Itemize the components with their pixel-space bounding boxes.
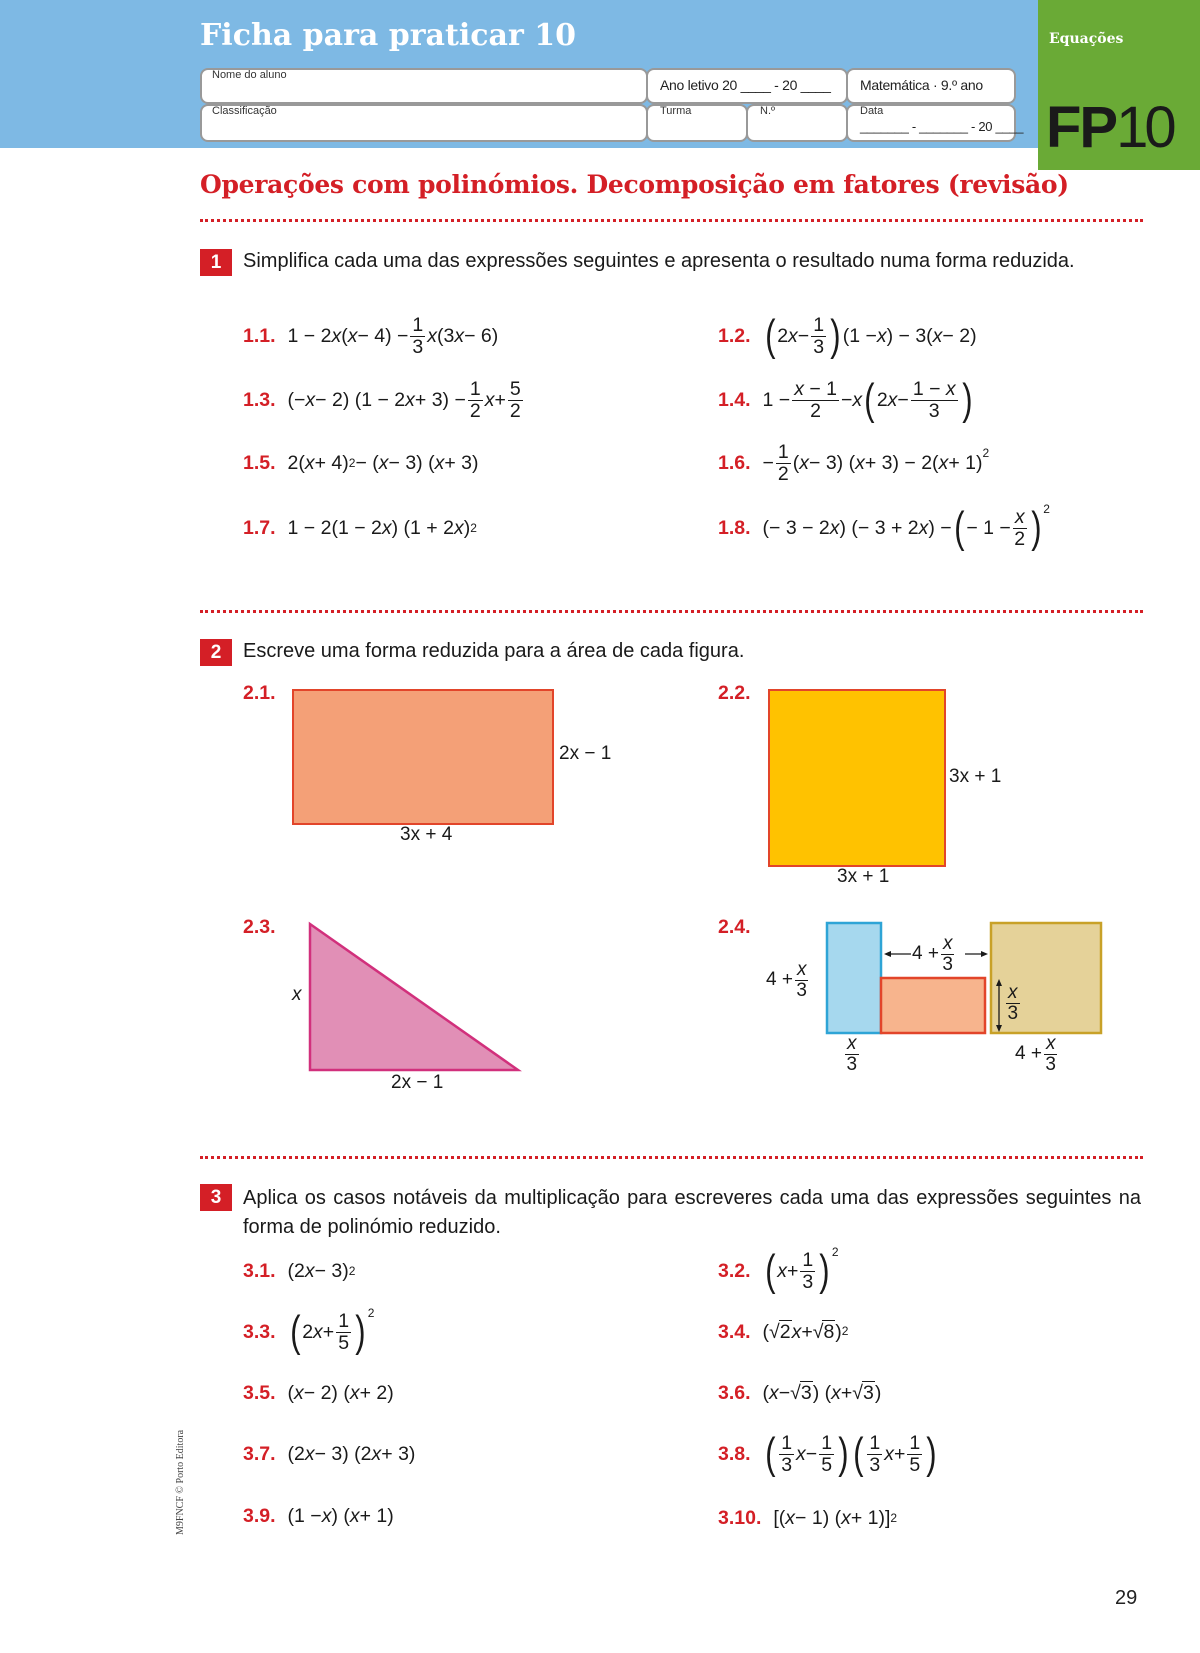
date-field-label: Data: [860, 105, 884, 117]
exercise-1-3: 1.3. (− x − 2) (1 − 2 x + 3) − $\frac{1}{2}$ x + $\frac{5}{2}$: [243, 378, 521, 422]
middle-block-width-label: 4 + $\frac{x}{3}$: [912, 933, 953, 975]
exercise-1-5: 1.5. 2( x + 4) 2 − ( x − 3) ( x + 3): [243, 451, 479, 474]
exercise-3-10: 3.10. [( x − 1) ( x + 1)] 2: [718, 1506, 898, 1529]
left-block-height-label: 4 + $\frac{x}{3}$: [766, 959, 807, 1001]
exercise-label: 1.6.: [718, 451, 751, 474]
triangle-height-label: x: [292, 984, 302, 1005]
copyright-notice: M9FNCF © Porto Editora: [175, 1429, 186, 1535]
page-number: 29: [1115, 1587, 1138, 1609]
exercise-label: 1.5.: [243, 451, 276, 474]
exercise-label: 1.4.: [718, 388, 751, 411]
exercise-label: 3.3.: [243, 1320, 276, 1343]
exercise-1-7: 1.7. 1 − 2(1 − 2 x ) (1 + 2 x ) 2: [243, 516, 477, 539]
question-number: 3: [200, 1184, 232, 1211]
composite-figure: [820, 918, 1110, 1038]
exercise-label: 1.7.: [243, 516, 276, 539]
exercise-1-8: 1.8. (− 3 − 2 x ) (− 3 + 2 x ) − ( − 1 − $\frac{x}{2}$ ) 2: [718, 502, 1050, 552]
middle-block-height-label: $\frac{x}{3}$: [1007, 982, 1019, 1024]
badge-letters: FP: [1046, 95, 1117, 160]
exercise-label-2-4: [718, 897, 763, 957]
exercise-label: 3.9.: [243, 1504, 276, 1527]
exercise-3-9: 3.9. (1 − x ) ( x + 1): [243, 1504, 394, 1527]
divider: [200, 1156, 1143, 1159]
exercise-3-3: 3.3. ( 2 x + $\frac{1}{5}$ ) 2: [243, 1306, 375, 1356]
rectangle-width-label: 3x + 4: [400, 824, 453, 845]
triangle-figure: [300, 920, 530, 1072]
exercise-label: 2.3.: [243, 915, 276, 938]
number-field-label: N.º: [760, 105, 776, 117]
exercise-label: 3.1.: [243, 1259, 276, 1282]
exercise-label: 3.7.: [243, 1442, 276, 1465]
exercise-label: 1.1.: [243, 324, 276, 347]
square-height-label: 3x + 1: [949, 766, 1002, 787]
exercise-label: 1.8.: [718, 516, 751, 539]
exercise-label-2-1: [243, 663, 288, 723]
triangle-base-label: 2x − 1: [391, 1072, 444, 1093]
badge-number: 10: [1116, 95, 1173, 160]
divider: [200, 219, 1143, 222]
exercise-1-1: 1.1. 1 − 2 x ( x − 4) − $\frac{1}{3}$ x (3 x − 6): [243, 314, 499, 358]
exercise-label: 1.2.: [718, 324, 751, 347]
exercise-label: 3.2.: [718, 1259, 751, 1282]
exercise-label: 2.4.: [718, 915, 751, 938]
exercise-label: 3.6.: [718, 1381, 751, 1404]
year-field-label: Ano letivo 20 ____ - 20 ____: [660, 77, 831, 93]
exercise-1-6: 1.6. − $\frac{1}{2}$ ( x − 3) ( x + 3) − 2( x + 1) 2: [718, 441, 990, 485]
worksheet-badge: [1046, 96, 1173, 160]
classification-field-label: Classificação: [212, 105, 277, 117]
question-number: 1: [200, 249, 232, 276]
exercise-1-4: 1.4. 1 − $\frac{x - 1}{2}$ − x ( 2 x − $\frac{1 - x}{3}$ ): [718, 375, 973, 424]
exercise-3-6: 3.6. ( x − √ 3 ) ( x + √ 3 ): [718, 1381, 882, 1404]
left-block-width-label: $\frac{x}{3}$: [846, 1033, 858, 1075]
exercise-label: 3.5.: [243, 1381, 276, 1404]
exercise-3-2: 3.2. ( x + $\frac{1}{3}$ ) 2: [718, 1245, 839, 1295]
exercise-label: 3.8.: [718, 1442, 751, 1465]
exercise-1-2: 1.2. ( 2 x − $\frac{1}{3}$ ) (1 − x ) − 3( x − 2): [718, 311, 977, 360]
exercise-label: 2.1.: [243, 681, 276, 704]
name-field-label: Nome do aluno: [212, 69, 287, 81]
question-number: 2: [200, 639, 232, 666]
class-field-label: Turma: [660, 105, 692, 117]
square-width-label: 3x + 1: [837, 866, 890, 887]
exercise-3-8: 3.8. ( $\frac{1}{3}$ x − $\frac{1}{5}$ ) ( $\frac{1}{3}$ x + $\frac{1}{5}$ ): [718, 1429, 937, 1478]
square-figure: [768, 689, 946, 867]
exercise-label-2-3: [243, 897, 288, 957]
exercise-label: 2.2.: [718, 681, 751, 704]
worksheet-title: Ficha para praticar 10: [200, 18, 576, 53]
exercise-label: 3.4.: [718, 1320, 751, 1343]
rectangle-height-label: 2x − 1: [559, 743, 612, 764]
exercise-3-7: 3.7. (2 x − 3) (2 x + 3): [243, 1442, 416, 1465]
question-text: Simplifica cada uma das expressões seguintes e apresenta o resultado numa forma reduzida.: [243, 250, 1075, 272]
date-field-value: _______ - _______ - 20 ____: [860, 119, 1024, 134]
exercise-label: 3.10.: [718, 1506, 762, 1529]
section-title: Operações com polinómios. Decomposição em fatores (revisão): [200, 170, 1069, 199]
exercise-3-5: 3.5. ( x − 2) ( x + 2): [243, 1381, 394, 1404]
right-block-width-label: 4 + $\frac{x}{3}$: [1015, 1033, 1056, 1075]
divider: [200, 610, 1143, 613]
question-text: Escreve uma forma reduzida para a área de cada figura.: [243, 640, 745, 662]
question-text: Aplica os casos notáveis da multiplicação para escreveres cada uma das expressões seguintes na forma de polinómio reduzido.: [243, 1187, 1141, 1238]
exercise-label: 1.3.: [243, 388, 276, 411]
topic-label: Equações: [1049, 31, 1124, 47]
exercise-3-4: 3.4. ( √ 2 x + √ 8 ) 2: [718, 1320, 849, 1343]
exercise-label-2-2: [718, 663, 763, 723]
exercise-3-1: 3.1. (2 x − 3) 2: [243, 1259, 356, 1282]
rectangle-figure: [292, 689, 554, 825]
subject-field-label: Matemática · 9.º ano: [860, 77, 983, 93]
